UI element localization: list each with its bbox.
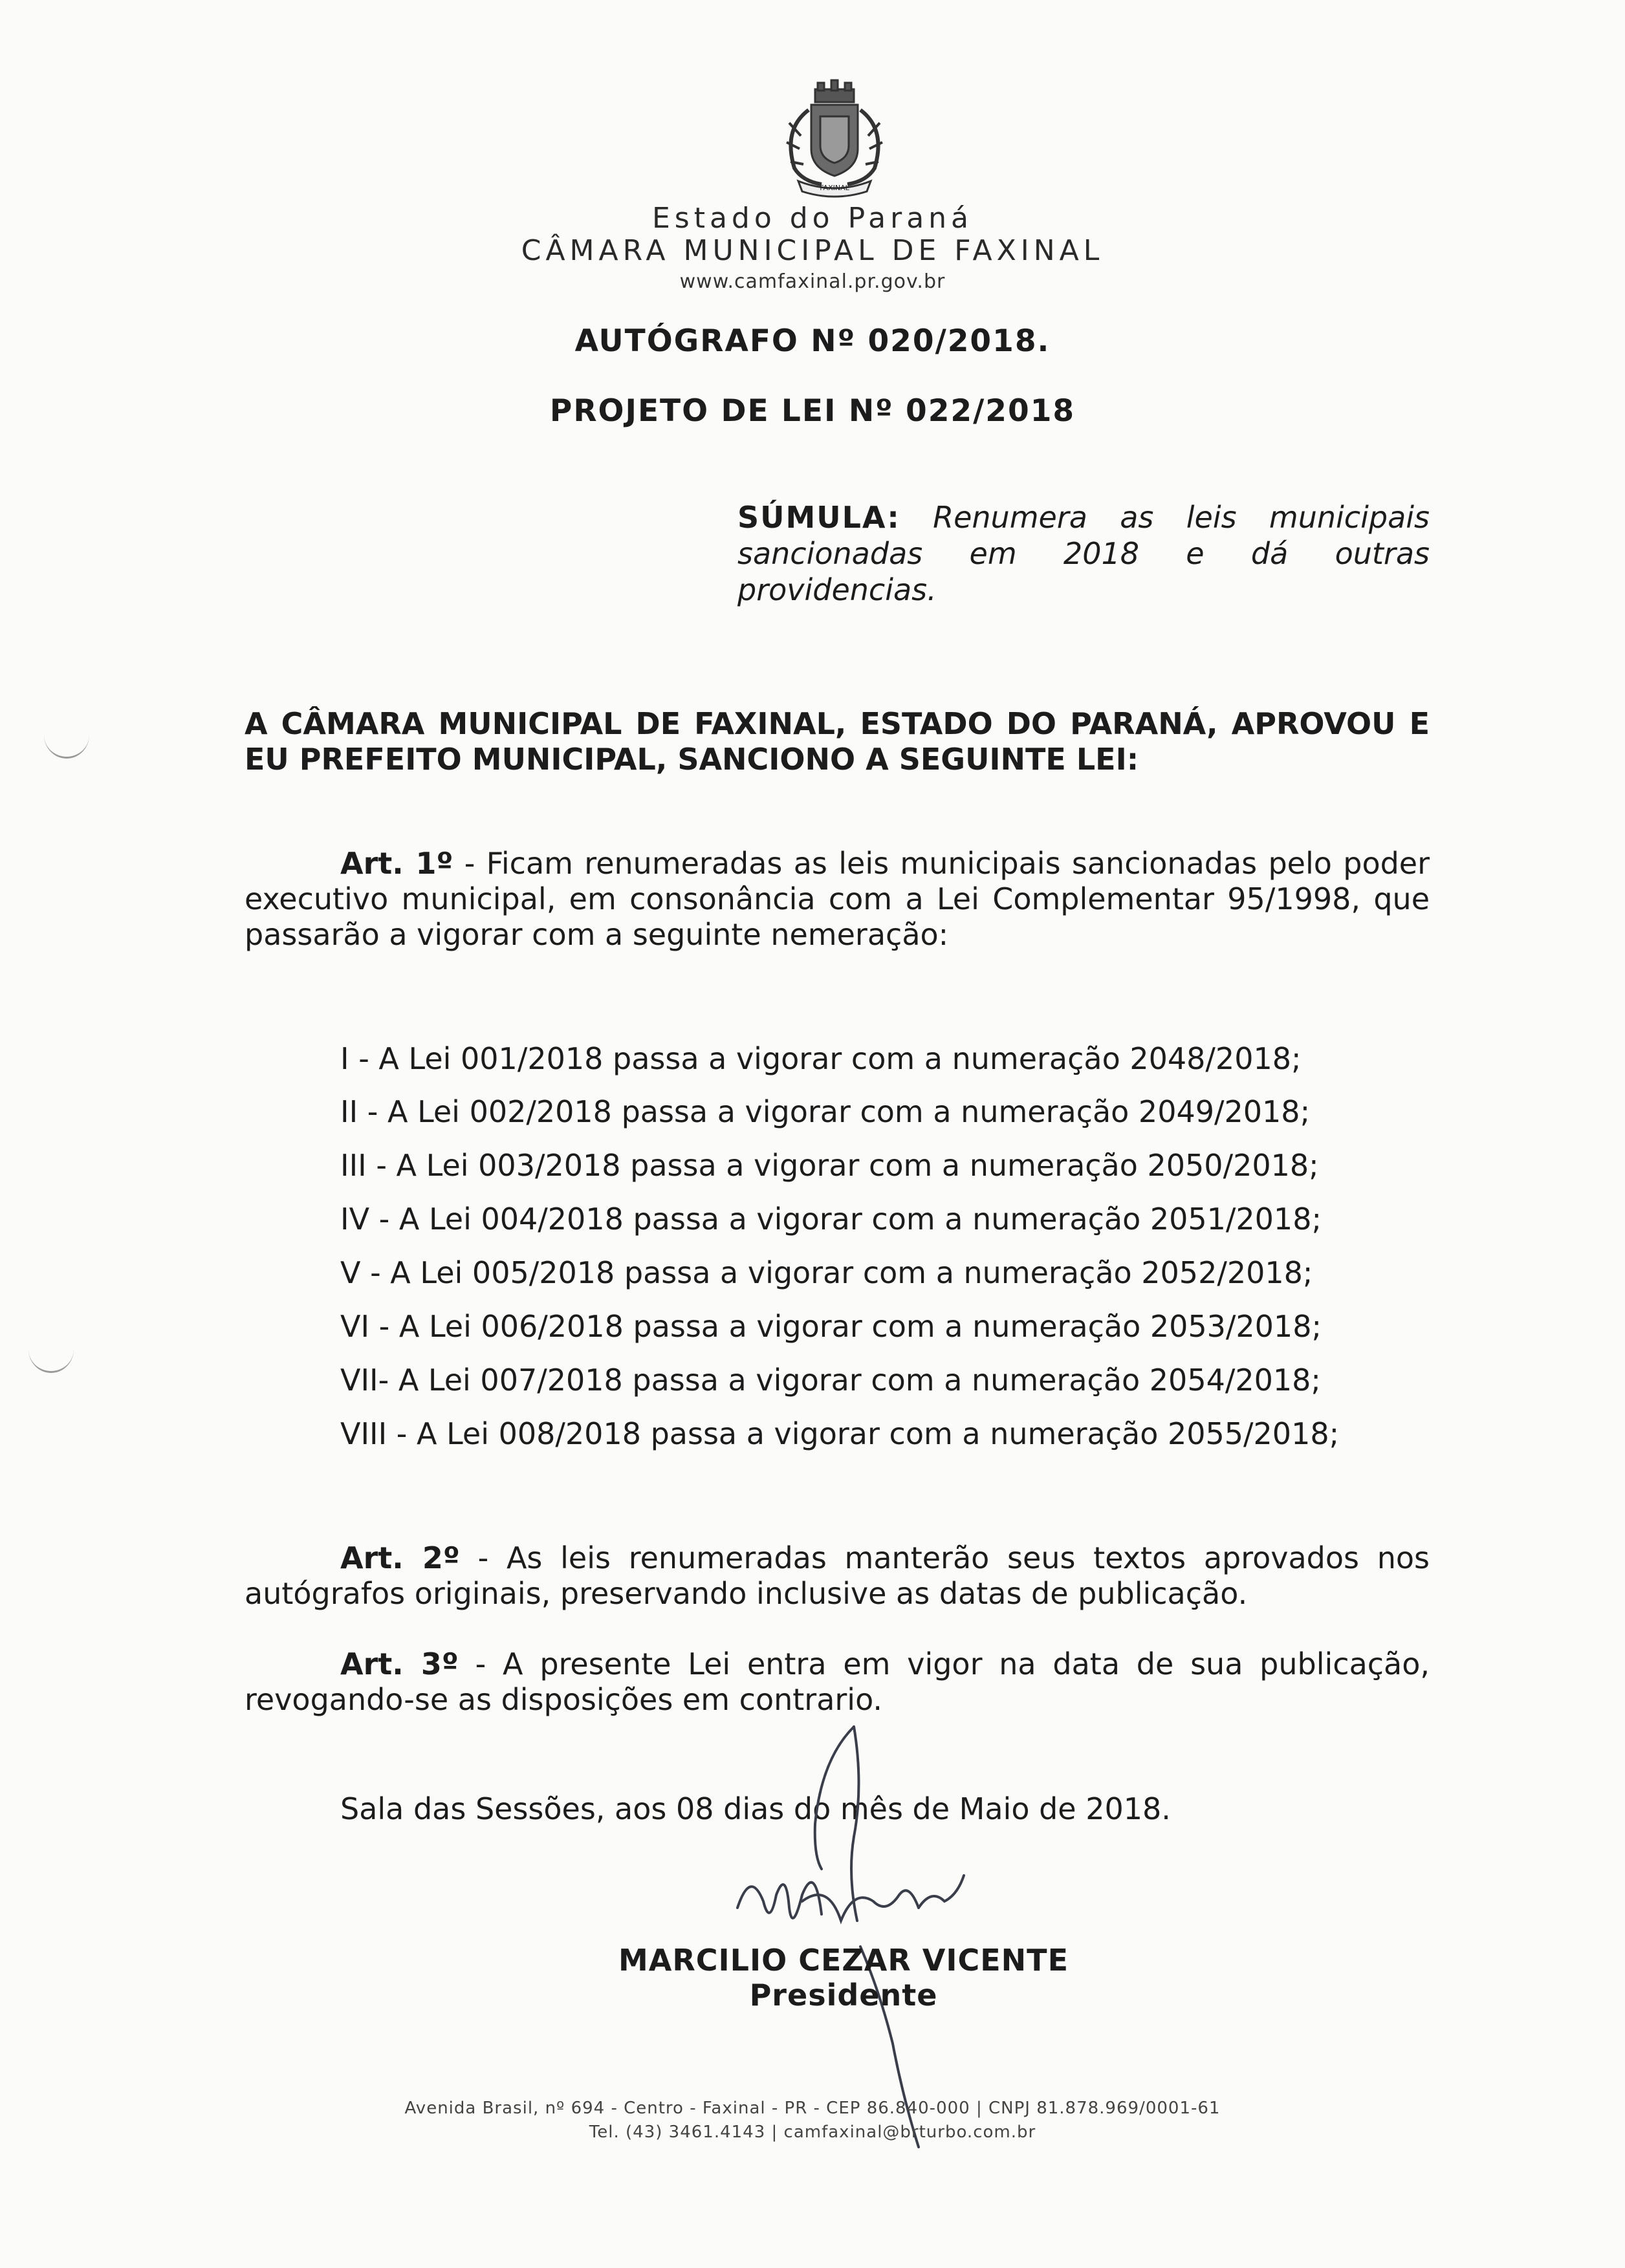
footer-contact: Tel. (43) 3461.4143 | camfaxinal@brturbo.com.br bbox=[589, 2122, 1036, 2142]
article-2-text: - As leis renumeradas manterão seus textos aprovados nos autógrafos originais, preservando inclusive as datas de publicação. bbox=[245, 1540, 1430, 1611]
article-2-label: Art. 2º bbox=[340, 1540, 460, 1575]
list-item: II - A Lei 002/2018 passa a vigorar com a numeração 2049/2018; bbox=[340, 1094, 1311, 1129]
article-2 bbox=[245, 1540, 1430, 1612]
punch-hole bbox=[44, 711, 89, 759]
article-3-label: Art. 3º bbox=[340, 1647, 459, 1681]
sumula-label: SÚMULA: bbox=[737, 500, 900, 535]
article-1-label: Art. 1º bbox=[340, 846, 453, 881]
projeto-title: PROJETO DE LEI Nº 022/2018 bbox=[549, 393, 1076, 429]
list-item: III - A Lei 003/2018 passa a vigorar com a numeração 2050/2018; bbox=[340, 1148, 1319, 1183]
sumula-block bbox=[737, 499, 1430, 608]
header-state: Estado do Paraná bbox=[651, 202, 974, 235]
header-website: www.camfaxinal.pr.gov.br bbox=[679, 270, 946, 293]
handwritten-signature bbox=[725, 1707, 1048, 2160]
list-item: V - A Lei 005/2018 passa a vigorar com a numeração 2052/2018; bbox=[340, 1255, 1313, 1290]
article-1 bbox=[245, 846, 1430, 953]
autografo-title: AUTÓGRAFO Nº 020/2018. bbox=[574, 323, 1051, 359]
coat-of-arms-emblem bbox=[770, 78, 899, 200]
list-item: VIII - A Lei 008/2018 passa a vigorar com a numeração 2055/2018; bbox=[340, 1416, 1340, 1451]
article-3-text: - A presente Lei entra em vigor na data de sua publicação, revogando-se as disposições em contrario. bbox=[245, 1647, 1430, 1717]
list-item: VII- A Lei 007/2018 passa a vigorar com a numeração 2054/2018; bbox=[340, 1363, 1321, 1398]
footer-address: Avenida Brasil, nº 694 - Centro - Faxinal - PR - CEP 86.840-000 | CNPJ 81.878.969/0001-61 bbox=[404, 2099, 1221, 2118]
preamble: A CÂMARA MUNICIPAL DE FAXINAL, ESTADO DO PARANÁ, APROVOU E EU PREFEITO MUNICIPAL, SANCIONO A SEGUINTE LEI: bbox=[245, 706, 1430, 777]
list-item: VI - A Lei 006/2018 passa a vigorar com a numeração 2053/2018; bbox=[340, 1309, 1322, 1344]
signatory-role: Presidente bbox=[749, 1978, 938, 2013]
svg-text:FAXINAL: FAXINAL bbox=[820, 184, 849, 192]
article-1-text: - Ficam renumeradas as leis municipais sancionadas pelo poder executivo municipal, em consonância com a Lei Complementar 95/1998, que passarão a vigorar com a seguinte nemeração: bbox=[245, 846, 1430, 952]
session-date: Sala das Sessões, aos 08 dias do mês de Maio de 2018. bbox=[340, 1791, 1171, 1826]
sumula-text: Renumera as leis municipais sancionadas em 2018 e dá outras providencias. bbox=[737, 500, 1430, 607]
header-chamber: CÂMARA MUNICIPAL DE FAXINAL bbox=[521, 234, 1104, 267]
punch-hole bbox=[28, 1326, 74, 1373]
list-item: IV - A Lei 004/2018 passa a vigorar com a numeração 2051/2018; bbox=[340, 1202, 1322, 1237]
signatory-name: MARCILIO CEZAR VICENTE bbox=[618, 1943, 1069, 1978]
list-item: I - A Lei 001/2018 passa a vigorar com a numeração 2048/2018; bbox=[340, 1041, 1302, 1076]
